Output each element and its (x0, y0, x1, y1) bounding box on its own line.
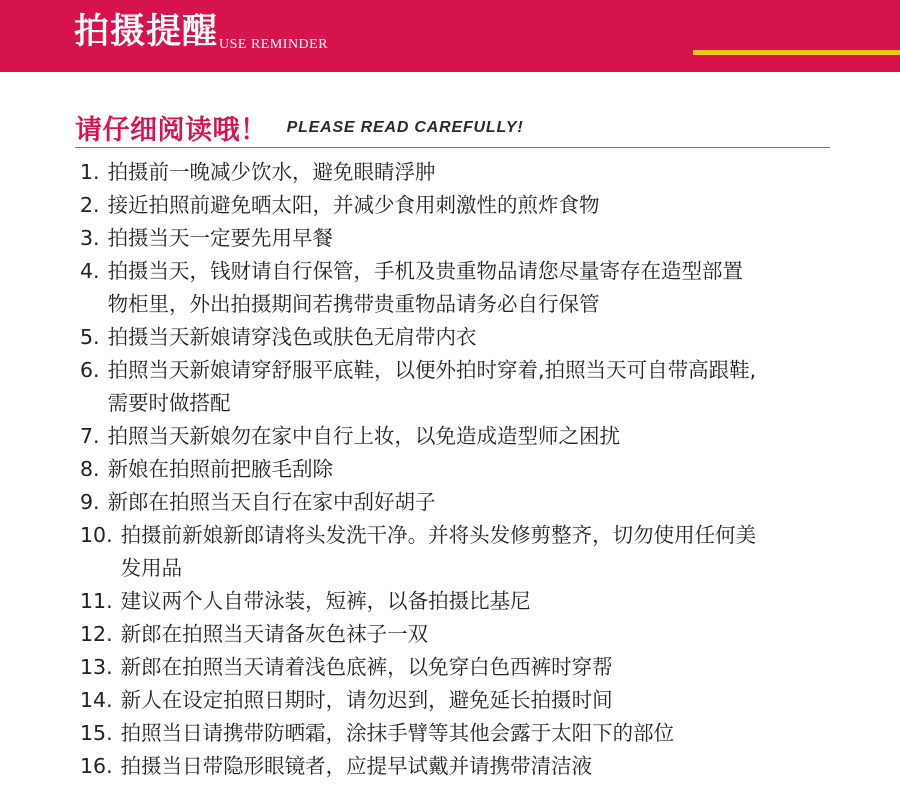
list-item-text (121, 750, 593, 783)
banner-title: 拍摄提醒 (74, 12, 219, 52)
list-item-text (108, 222, 334, 255)
list-item (80, 684, 860, 717)
list-item-text (121, 618, 429, 651)
list-item-text (108, 453, 334, 486)
list-item-text (108, 189, 600, 222)
list-item (80, 717, 860, 750)
list-item (80, 420, 860, 453)
list-item-number: 12. (80, 622, 113, 646)
list-item-number: 3. (80, 226, 100, 250)
list-item (80, 618, 860, 651)
list-item-line: 接近拍照前避免晒太阳，并减少食用刺激性的煎炸食物 (107, 193, 600, 217)
list-item (80, 750, 860, 783)
list-item-line: 物柜里，外出拍摄期间若携带贵重物品请务必自行保管 (107, 292, 600, 316)
list-item-line: 拍摄当日带隐形眼镜者，应提早试戴并请携带清洁液 (120, 754, 593, 778)
list-item (80, 651, 860, 684)
list-item-line: 新娘在拍照前把腋毛刮除 (107, 457, 334, 481)
list-item-text (108, 255, 744, 321)
list-item-text (121, 651, 613, 684)
list-item-line: 新郎在拍照当天请备灰色袜子一双 (120, 622, 429, 646)
heading-main: 请仔细阅读哦！ (75, 115, 268, 146)
list-item (80, 189, 860, 222)
list-item-text (108, 321, 477, 354)
list-item-text (108, 354, 757, 420)
list-item-number: 4. (80, 259, 100, 283)
list-item-line: 拍摄前新娘新郎请将头发洗干净。并将头发修剪整齐，切勿使用任何美 (120, 523, 757, 547)
list-item-number: 1. (80, 160, 100, 184)
list-item (80, 255, 860, 321)
header-banner (0, 0, 900, 72)
list-item-line: 新郎在拍照当天自行在家中刮好胡子 (107, 490, 436, 514)
list-item (80, 453, 860, 486)
list-item-number: 14. (80, 688, 113, 712)
list-item-line: 拍照当日请携带防晒霜，涂抹手臂等其他会露于太阳下的部位 (120, 721, 675, 745)
list-item-number: 10. (80, 523, 113, 547)
list-item-number: 13. (80, 655, 113, 679)
list-item-line: 新人在设定拍照日期时，请勿迟到，避免延长拍摄时间 (120, 688, 613, 712)
list-item-number: 16. (80, 754, 113, 778)
list-item-number: 15. (80, 721, 113, 745)
list-item (80, 486, 860, 519)
list-item-text (121, 717, 675, 750)
banner-subtitle: USE REMINDER (219, 37, 329, 52)
list-item (80, 585, 860, 618)
list-item-text (108, 156, 436, 189)
section-heading (75, 108, 523, 147)
list-item-line: 拍摄当天新娘请穿浅色或肤色无肩带内衣 (107, 325, 477, 349)
list-item-line: 拍照当天新娘请穿舒服平底鞋，以便外拍时穿着,拍照当天可自带高跟鞋, (107, 358, 757, 382)
list-item (80, 519, 860, 585)
heading-sub: PLEASE READ CAREFULLY! (286, 118, 524, 136)
list-item-line: 拍照当天新娘勿在家中自行上妆，以免造成造型师之困扰 (107, 424, 621, 448)
list-item-number: 9. (80, 490, 100, 514)
list-item-number: 7. (80, 424, 100, 448)
list-item (80, 222, 860, 255)
list-item-line: 拍摄当天一定要先用早餐 (107, 226, 334, 250)
list-item-text (121, 519, 757, 585)
list-item-line: 新郎在拍照当天请着浅色底裤，以免穿白色西裤时穿帮 (120, 655, 613, 679)
list-item-number: 8. (80, 457, 100, 481)
list-item-number: 11. (80, 589, 113, 613)
list-item (80, 156, 860, 189)
banner-accent-bar (693, 50, 900, 55)
list-item-line: 发用品 (120, 556, 183, 580)
list-item-text (108, 420, 621, 453)
list-item (80, 321, 860, 354)
list-item-number: 6. (80, 358, 100, 382)
list-item-number: 5. (80, 325, 100, 349)
heading-divider (75, 147, 830, 148)
list-item-text (121, 585, 531, 618)
list-item (80, 354, 860, 420)
list-item-text (121, 684, 613, 717)
list-item-line: 拍摄前一晚减少饮水，避免眼睛浮肿 (107, 160, 436, 184)
list-item-text (108, 486, 436, 519)
list-item-number: 2. (80, 193, 100, 217)
list-item-line: 建议两个人自带泳装，短裤，以备拍摄比基尼 (120, 589, 531, 613)
list-item-line: 拍摄当天，钱财请自行保管，手机及贵重物品请您尽量寄存在造型部置 (107, 259, 744, 283)
reminder-list (80, 156, 860, 783)
list-item-line: 需要时做搭配 (107, 391, 231, 415)
